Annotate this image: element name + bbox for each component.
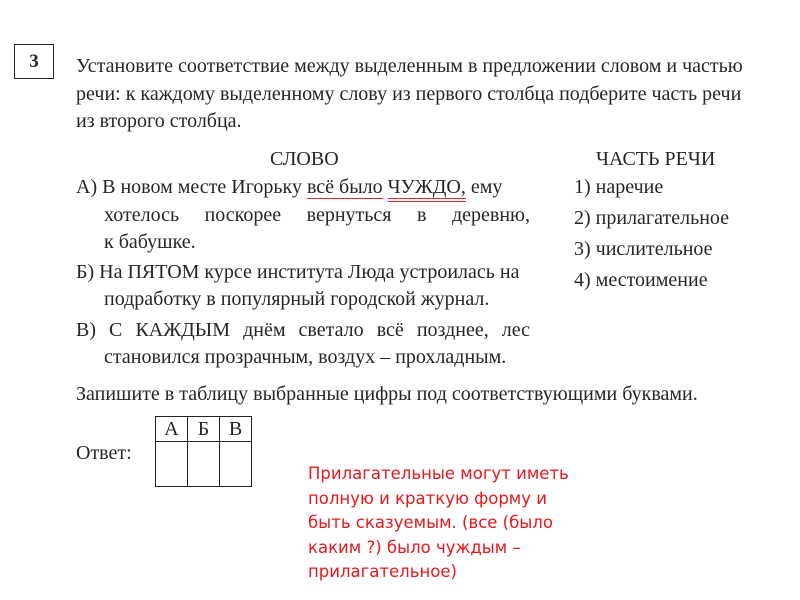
sentence-v-line: становился прозрачным, воздух – прохладным. <box>104 346 507 368</box>
pos-item: 4) местоимение <box>574 269 708 291</box>
note-line: прилагательное) <box>308 562 457 581</box>
answer-cell-v[interactable] <box>220 442 252 487</box>
sentence-b-line: Б) На ПЯТОМ курсе института Люда устроилась на <box>76 261 520 283</box>
instruction-line: речи: к каждому выделенному слову из первого столбца подберите часть речи <box>76 83 742 105</box>
sentence-v-line: В) С КАЖДЫМ днём светало всё позднее, лес <box>76 319 530 341</box>
answer-cell-b[interactable] <box>188 442 220 487</box>
answer-table <box>155 416 252 487</box>
sentence-b-line: подработку в популярный городской журнал. <box>104 288 490 310</box>
highlight-chuzhdo: ЧУЖДО, <box>388 176 466 202</box>
highlight-vse-bylo: всё было <box>306 176 383 198</box>
note-line: быть сказуемым. (все (было <box>308 513 553 532</box>
pos-item: 2) прилагательное <box>574 207 730 229</box>
instruction-line: из второго столбца. <box>76 110 242 132</box>
pos-column-header: ЧАСТЬ РЕЧИ <box>596 148 716 170</box>
note-line: каким ?) было чуждым – <box>308 537 521 557</box>
task-number: 3 <box>14 44 54 79</box>
word-column-header: СЛОВО <box>270 148 339 170</box>
table-prompt: Запишите в таблицу выбранные цифры под соответствующими буквами. <box>76 383 698 405</box>
instruction-line: Установите соответствие между выделенным в предложении словом и частью <box>76 55 743 77</box>
pos-item: 3) числительное <box>574 238 713 260</box>
answer-header-a: А <box>156 417 188 442</box>
sentence-a-line: к бабушке. <box>104 231 196 253</box>
sentence-a-text: А) В новом месте Игорьку <box>76 176 307 198</box>
answer-header-b: Б <box>188 417 220 442</box>
answer-cell-a[interactable] <box>156 442 188 487</box>
note-line: Прилагательные могут иметь <box>308 464 569 483</box>
answer-header-v: В <box>220 417 252 442</box>
sentence-a-line: хотелось поскорее вернуться в деревню, <box>104 204 530 226</box>
answer-label: Ответ: <box>76 442 132 464</box>
pos-item: 1) наречие <box>574 176 664 198</box>
explanation-note <box>308 462 638 585</box>
note-line: полную и краткую форму и <box>308 488 547 508</box>
